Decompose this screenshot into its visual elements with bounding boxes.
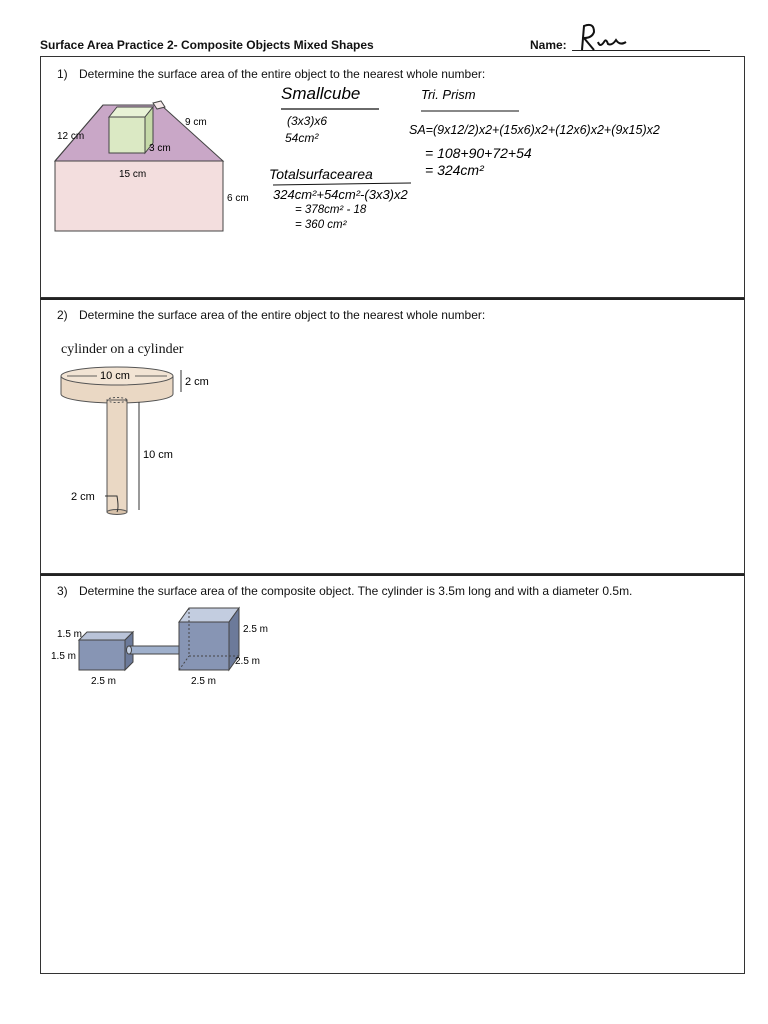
handwritten-work-q1	[261, 79, 741, 239]
question-1-number: 1)	[57, 67, 68, 81]
fig1-label-15cm: 15 cm	[119, 169, 147, 180]
question-2-number: 2)	[57, 308, 68, 322]
work-prism-line1: SA=(9x12/2)x2+(15x6)x2+(12x6)x2+(9x15)x2	[409, 123, 660, 137]
fig1-label-3cm: 3 cm	[149, 143, 171, 154]
fig2-label-10cm-top: 10 cm	[100, 370, 130, 382]
question-2-prompt	[57, 308, 485, 322]
fig3-label-1.5m-a: 1.5 m	[57, 629, 83, 640]
work-cube-title: Smallcube	[281, 84, 361, 103]
fig2-label-2cm-height: 2 cm	[185, 376, 209, 388]
question-1-text: Determine the surface area of the entire object to the nearest whole number:	[79, 67, 486, 81]
name-value: Ra	[576, 20, 578, 21]
fig2-label-2cm-diameter: 2 cm	[71, 491, 95, 503]
question-2-text: Determine the surface area of the entire object to the nearest whole number:	[79, 308, 486, 322]
work-total-title: Totalsurfacearea	[269, 166, 373, 182]
figure-triangular-prism-cube	[51, 97, 261, 237]
name-signature	[576, 20, 636, 54]
work-total-line3: = 360 cm²	[295, 219, 347, 231]
question-3-number: 3)	[57, 584, 68, 598]
question-2-box[interactable]	[40, 298, 745, 574]
figure-cylinder-on-cylinder	[57, 362, 257, 522]
fig3-label-2.5m-a: 2.5 m	[91, 676, 117, 687]
fig3-label-2.5m-c: 2.5 m	[235, 656, 261, 667]
fig3-label-2.5m-d: 2.5 m	[191, 676, 217, 687]
page-title: Surface Area Practice 2- Composite Objects Mixed Shapes	[40, 38, 374, 52]
fig1-label-12cm: 12 cm	[57, 131, 85, 142]
fig2-label-10cm-length: 10 cm	[143, 449, 173, 461]
work-total-line2: = 378cm² - 18	[295, 204, 367, 216]
work-cube-line2: 54cm²	[285, 131, 319, 145]
question-3-prompt	[57, 584, 632, 598]
question-3-text: Determine the surface area of the composite object. The cylinder is 3.5m long and with a diameter 0.5m.	[79, 584, 633, 598]
figure-prisms-with-cylinder	[49, 602, 289, 692]
work-prism-line3: = 324cm²	[425, 162, 484, 178]
work-prism-title: Tri. Prism	[421, 87, 476, 102]
fig3-label-2.5m-b: 2.5 m	[243, 624, 269, 635]
fig1-label-9cm: 9 cm	[185, 117, 207, 128]
work-prism-line2: = 108+90+72+54	[425, 145, 532, 161]
question-1-box[interactable]	[40, 56, 745, 298]
fig3-label-1.5m-b: 1.5 m	[51, 651, 77, 662]
figure-caption: cylinder on a cylinder	[61, 342, 184, 357]
question-3-box[interactable]	[40, 574, 745, 974]
work-cube-line1: (3x3)x6	[287, 114, 328, 128]
fig1-label-6cm: 6 cm	[227, 193, 249, 204]
work-total-line1: 324cm²+54cm²-(3x3)x2	[273, 187, 408, 202]
name-label: Name:	[530, 38, 567, 52]
